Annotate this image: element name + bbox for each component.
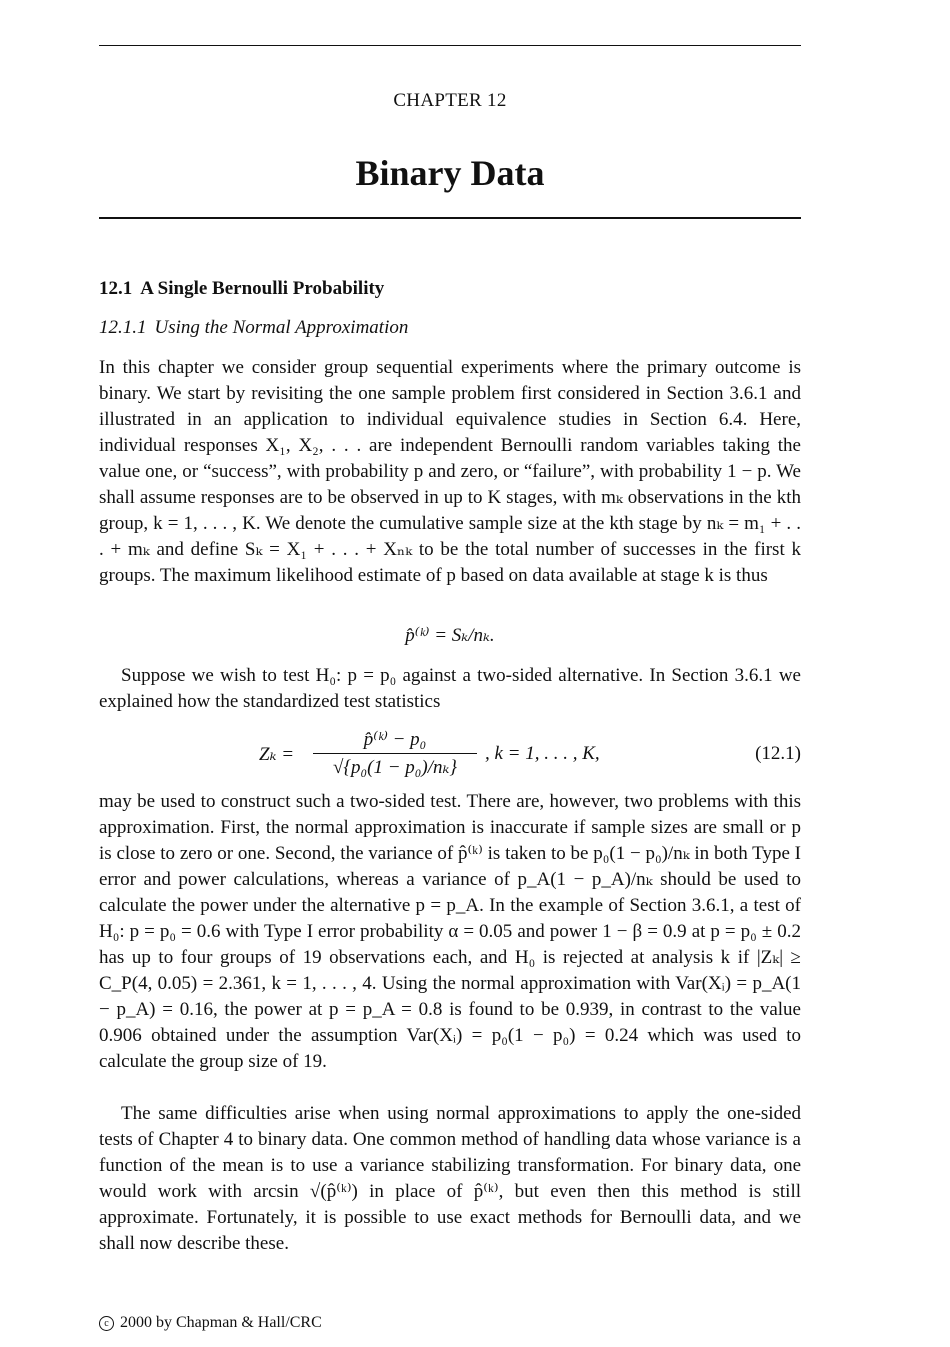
top-rule [99,45,801,46]
section-title: A Single Bernoulli Probability [140,278,385,299]
equation-number: (12.1) [755,743,801,764]
equation-lhs: Zₖ = [259,744,295,765]
paragraph-intro: In this chapter we consider group sequential experiments where the primary outcome is binary. We start by revisiting the one sample problem first considered in Section 3.6.1 and illustrated in an application to individual equivalence studies in Section 6.4. Here, individual responses X₁, X₂, . . . are independent Bernoulli random variables taking the value one, or “success”, with probability p and zero, or “failure”, with probability 1 − p. We shall assume responses are to be observed in up to K stages, with mₖ observations in the kth group, k = 1, . . . , K. We denote the cumulative sample size at the kth stage by nₖ = m₁ + . . . + mₖ and define Sₖ = X₁ + . . . + Xₙₖ to be the total number of successes in the first k groups. The maximum likelihood estimate of p based on data available at stage k is thus [99,357,801,586]
equation-numerator: p̂⁽ᵏ⁾ − p₀ [363,729,427,750]
chapter-label: CHAPTER 12 [393,90,507,111]
subsection-title: Using the Normal Approximation [154,317,409,338]
section-heading [99,278,384,300]
subsection-heading [99,317,408,339]
copyright-text: 2000 by Chapman & Hall/CRC [120,1314,322,1331]
section-number: 12.1 [99,278,133,299]
chapter-title: Binary Data [355,153,545,193]
paragraph-test-setup: Suppose we wish to test H₀: p = p₀ against a two-sided alternative. In Section 3.6.1 we explained how the standardized test statistics [99,665,801,712]
paragraph-difficulties: The same difficulties arise when using normal approximations to apply the one-sided tests of Chapter 4 to binary data. One common method of handling data whose variance is a function of the mean is to use a variance stabilizing transformation. For binary data, one would work with arcsin √(p̂⁽ᵏ⁾) in place of p̂⁽ᵏ⁾, but even then this method is still approximate. Fortunately, it is possible to use exact methods for Bernoulli data, and we shall now describe these. [99,1103,801,1254]
title-rule [99,217,801,219]
equation-mle: p̂⁽ᵏ⁾ = Sₖ/nₖ. [405,625,495,646]
copyright-footer [99,1314,322,1332]
subsection-number: 12.1.1 [99,317,147,338]
equation-range: , k = 1, . . . , K, [485,743,600,764]
equation-12-1 [99,728,801,784]
equation-fraction [311,728,479,779]
equation-denominator: √{p₀(1 − p₀)/nₖ} [332,757,458,778]
paragraph-problems: may be used to construct such a two-sided test. There are, however, two problems with this approximation. First, the normal approximation is inaccurate if sample sizes are small or p is close to zero or one. Second, the variance of p̂⁽ᵏ⁾ is taken to be p₀(1 − p₀)/nₖ in both Type I error and power calculations, whereas a variance of p_A(1 − p_A)/nₖ should be used to calculate the power under the alternative p = p_A. In the example of Section 3.6.1, a test of H₀: p = p₀ = 0.6 with Type I error probability α = 0.05 and power 1 − β = 0.9 at p = p₀ ± 0.2 has up to four groups of 19 observations each, and H₀ is rejected at analysis k if |Zₖ| ≥ C_P(4, 0.05) = 2.361, k = 1, . . . , 4. Using the normal approximation with Var(Xᵢ) = p_A(1 − p_A) = 0.16, the power at p = p_A = 0.8 is found to be 0.939, in contrast to the value 0.906 obtained under the assumption Var(Xᵢ) = p₀(1 − p₀) = 0.24 which was used to calculate the group size of 19. [99,791,801,1072]
copyright-icon: c [99,1316,114,1331]
